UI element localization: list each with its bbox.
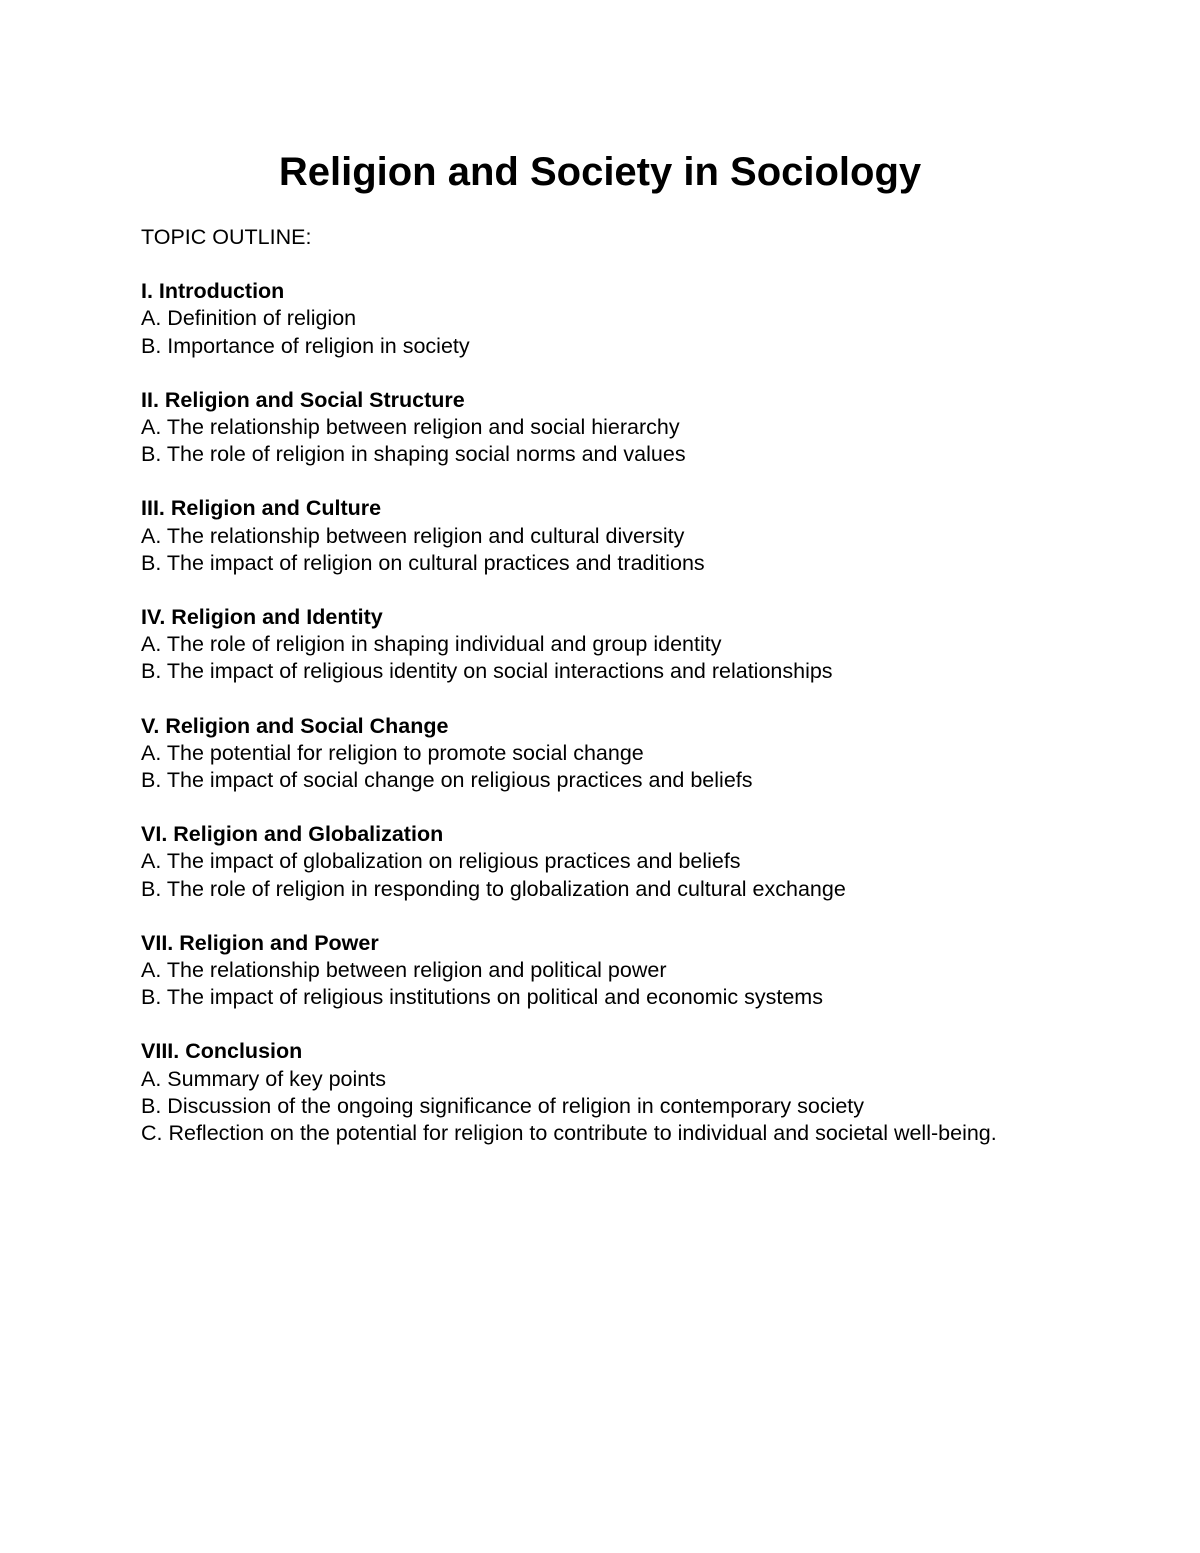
section-heading: III. Religion and Culture <box>141 496 382 521</box>
outline-item: B. Importance of religion in society <box>141 333 470 358</box>
outline-item: B. The role of religion in shaping social norms and values <box>141 442 686 467</box>
outline-item: A. The relationship between religion and social hierarchy <box>141 415 680 439</box>
section-heading: II. Religion and Social Structure <box>141 387 465 412</box>
section-heading: IV. Religion and Identity <box>141 605 383 630</box>
outline-item: B. The impact of social change on religious practices and beliefs <box>141 768 753 793</box>
outline-body <box>141 224 1041 1174</box>
outline-item: B. The impact of religious identity on social interactions and relationships <box>141 659 833 684</box>
section-heading: I. Introduction <box>141 279 285 304</box>
outline-item: C. Reflection on the potential for religion to contribute to individual and societal well-being. <box>141 1121 997 1146</box>
outline-item: A. The potential for religion to promote social change <box>141 740 644 765</box>
outline-item: A. The impact of globalization on religious practices and beliefs <box>141 849 741 874</box>
section-heading: VII. Religion and Power <box>141 930 379 955</box>
outline-item: A. The relationship between religion and cultural diversity <box>141 523 685 548</box>
outline-label: TOPIC OUTLINE: <box>141 225 312 249</box>
outline-item: B. The impact of religion on cultural practices and traditions <box>141 550 705 575</box>
outline-item: A. Definition of religion <box>141 306 357 331</box>
outline-item: B. The impact of religious institutions on political and economic systems <box>141 985 823 1010</box>
outline-section-2 <box>141 387 1041 469</box>
section-heading: VIII. Conclusion <box>141 1039 303 1064</box>
outline-item: B. Discussion of the ongoing significance of religion in contemporary society <box>141 1093 865 1118</box>
outline-item: A. Summary of key points <box>141 1066 386 1091</box>
outline-section-4 <box>141 604 1041 686</box>
outline-item: B. The role of religion in responding to globalization and cultural exchange <box>141 876 846 901</box>
outline-section-1 <box>141 278 1041 360</box>
outline-section-8 <box>141 1038 1041 1147</box>
outline-item: A. The role of religion in shaping individual and group identity <box>141 632 722 657</box>
outline-section-5 <box>141 713 1041 795</box>
page-title: Religion and Society in Sociology <box>278 150 922 194</box>
outline-section-6 <box>141 821 1041 903</box>
outline-section-3 <box>141 495 1041 577</box>
outline-item: A. The relationship between religion and political power <box>141 958 667 983</box>
section-heading: VI. Religion and Globalization <box>141 822 444 847</box>
outline-section-7 <box>141 930 1041 1012</box>
section-heading: V. Religion and Social Change <box>141 713 449 738</box>
